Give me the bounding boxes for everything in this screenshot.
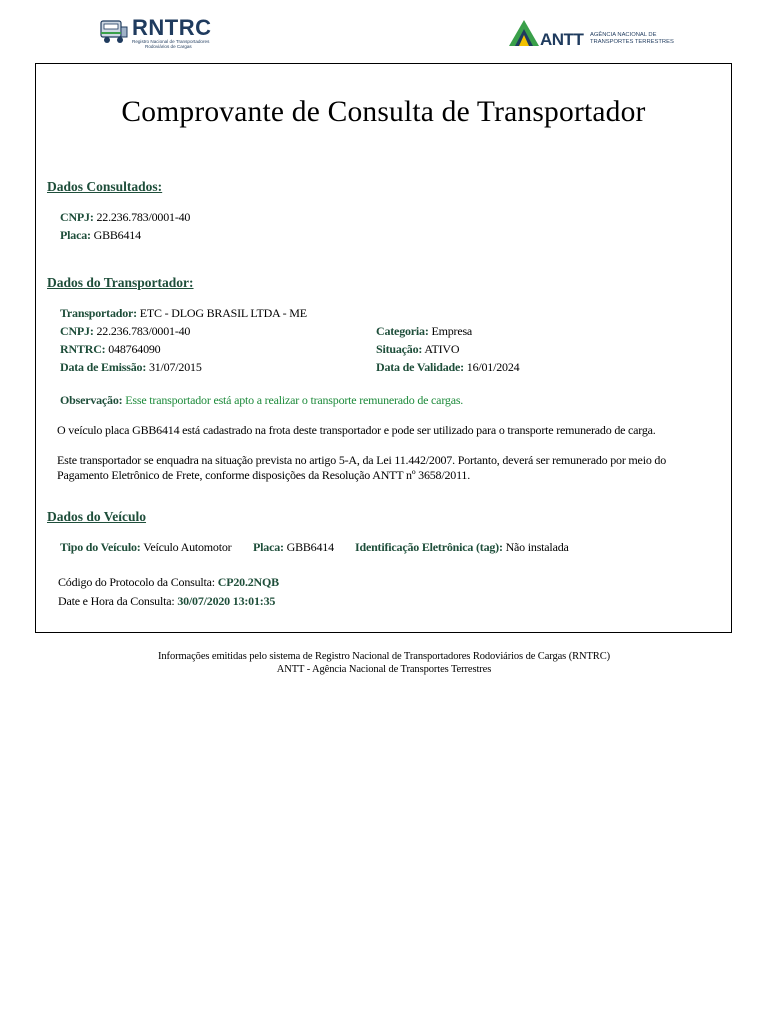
consultado-placa-row [60, 228, 141, 243]
categoria-value: Empresa [431, 324, 473, 338]
validade-row [376, 360, 519, 375]
consultado-placa-value: GBB6414 [93, 228, 141, 242]
categoria-row [376, 324, 472, 339]
observacao-label: Observação: [60, 393, 123, 407]
rntrc-logo-text: RNTRC [132, 15, 212, 40]
tag-row [355, 540, 569, 555]
footer-line-2: ANTT - Agência Nacional de Transportes Terrestres [276, 664, 492, 675]
data-consulta-value: 30/07/2020 13:01:35 [177, 594, 276, 608]
rntrc-label: RNTRC: [60, 342, 106, 356]
section-dados-veiculo-heading: Dados do Veículo [47, 509, 147, 524]
veiculo-placa-label: Placa: [253, 540, 284, 554]
protocolo-label: Código do Protocolo da Consulta: [58, 575, 215, 589]
situacao-label: Situação: [376, 342, 423, 356]
enquadramento-paragraph-line-1: Este transportador se enquadra na situação prevista no artigo 5-A, da Lei 11.442/2007. Portanto, deverá ser remunerado por meio do [57, 453, 667, 467]
section-dados-transportador-heading: Dados do Transportador: [47, 275, 194, 290]
validade-label: Data de Validade: [376, 360, 464, 374]
emissao-row [60, 360, 202, 375]
antt-logo-text: ANTT [540, 30, 584, 49]
transportador-cnpj-row [60, 324, 190, 339]
consultado-placa-label: Placa: [60, 228, 91, 242]
page-title: Comprovante de Consulta de Transportador [121, 96, 646, 128]
emissao-label: Data de Emissão: [60, 360, 147, 374]
transportador-value: ETC - DLOG BRASIL LTDA - ME [139, 306, 307, 320]
veiculo-placa-row [253, 540, 334, 555]
rntrc-value: 048764090 [108, 342, 161, 356]
tag-value: Não instalada [505, 540, 569, 554]
antt-logo [509, 20, 674, 49]
document-frame [35, 63, 732, 633]
data-consulta-label: Date e Hora da Consulta: [58, 594, 175, 608]
rntrc-row [60, 342, 160, 357]
antt-agency-line-2: TRANSPORTES TERRESTRES [590, 38, 674, 45]
enquadramento-paragraph-line-2: Pagamento Eletrônico de Frete, conforme disposições da Resolução ANTT nº 3658/2011. [57, 468, 471, 482]
section-dados-consultados-heading: Dados Consultados: [47, 179, 163, 194]
antt-agency-name [590, 32, 674, 45]
rntrc-logo [99, 15, 212, 50]
tipo-veiculo-label: Tipo do Veículo: [60, 540, 141, 554]
situacao-value: ATIVO [424, 342, 460, 356]
consultado-cnpj-label: CNPJ: [60, 210, 94, 224]
protocolo-value: CP20.2NQB [217, 575, 279, 589]
page-footer [0, 650, 768, 676]
categoria-label: Categoria: [376, 324, 429, 338]
rntrc-logo-subtitle-2: Rodoviários de Cargas [145, 44, 192, 49]
transportador-label: Transportador: [60, 306, 137, 320]
tipo-veiculo-value: Veículo Automotor [143, 540, 232, 554]
footer-line-1: Informações emitidas pelo sistema de Registro Nacional de Transportadores Rodoviários de Cargas (RNTRC) [158, 651, 610, 662]
transportador-cnpj-label: CNPJ: [60, 324, 94, 338]
transportador-cnpj-value: 22.236.783/0001-40 [96, 324, 191, 338]
page-header [0, 14, 768, 50]
veiculo-placa-value: GBB6414 [286, 540, 334, 554]
antt-agency-line-1: AGÊNCIA NACIONAL DE [590, 32, 657, 38]
emissao-value: 31/07/2015 [148, 360, 202, 374]
situacao-row [376, 342, 459, 357]
tipo-veiculo-row [60, 540, 231, 555]
consultado-cnpj-value: 22.236.783/0001-40 [96, 210, 191, 224]
frota-paragraph: O veículo placa GBB6414 está cadastrado na frota deste transportador e pode ser utilizado para o transporte remunerado de carga. [57, 423, 656, 437]
data-consulta-row [58, 594, 275, 609]
tag-label: Identificação Eletrônica (tag): [355, 540, 503, 554]
transportador-row [60, 306, 307, 321]
truck-icon [99, 18, 129, 46]
consultado-cnpj-row [60, 210, 190, 225]
rntrc-logo-subtitle: Registro Nacional de Transportadores [132, 39, 210, 44]
antt-triangle-icon [509, 20, 539, 46]
validade-value: 16/01/2024 [466, 360, 520, 374]
protocolo-row [58, 575, 279, 590]
observacao-value: Esse transportador está apto a realizar o transporte remunerado de cargas. [125, 393, 464, 407]
observacao-row [60, 393, 463, 408]
